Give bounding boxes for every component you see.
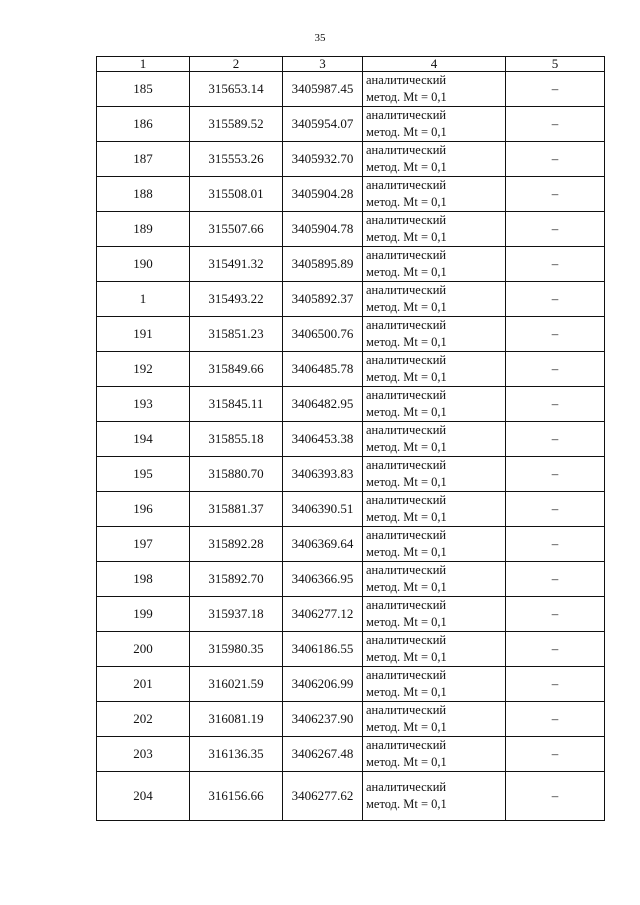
method-line-2: метод. Mt = 0,1 (366, 160, 447, 174)
point-number-cell: 194 (97, 422, 190, 457)
x-coordinate-cell: 316156.66 (190, 772, 283, 821)
x-coordinate-cell: 315892.70 (190, 562, 283, 597)
method-line-1: аналитический (366, 213, 447, 227)
table-row (97, 562, 605, 597)
point-number-cell: 195 (97, 457, 190, 492)
point-number-cell: 192 (97, 352, 190, 387)
y-coordinate-cell: 3406453.38 (283, 422, 363, 457)
notes-cell: – (506, 597, 605, 632)
x-coordinate-cell: 315508.01 (190, 177, 283, 212)
point-number-cell: 201 (97, 667, 190, 702)
y-coordinate-cell: 3405892.37 (283, 282, 363, 317)
x-coordinate-cell: 316136.35 (190, 737, 283, 772)
y-coordinate-cell: 3406206.99 (283, 667, 363, 702)
x-coordinate-cell: 315507.66 (190, 212, 283, 247)
table-row (97, 72, 605, 107)
x-coordinate-cell: 315589.52 (190, 107, 283, 142)
y-coordinate-cell: 3406500.76 (283, 317, 363, 352)
notes-cell: – (506, 667, 605, 702)
table-row (97, 737, 605, 772)
notes-cell: – (506, 72, 605, 107)
method-cell (363, 387, 506, 422)
table-row (97, 107, 605, 142)
method-line-2: метод. Mt = 0,1 (366, 195, 447, 209)
point-number-cell: 186 (97, 107, 190, 142)
method-cell (363, 422, 506, 457)
method-cell (363, 632, 506, 667)
header-col-1: 1 (97, 57, 190, 72)
point-number-cell: 193 (97, 387, 190, 422)
point-number-cell: 1 (97, 282, 190, 317)
table-row (97, 247, 605, 282)
notes-cell: – (506, 527, 605, 562)
x-coordinate-cell: 315553.26 (190, 142, 283, 177)
method-line-1: аналитический (366, 668, 447, 682)
method-line-1: аналитический (366, 388, 447, 402)
method-line-1: аналитический (366, 563, 447, 577)
table-row (97, 422, 605, 457)
y-coordinate-cell: 3406237.90 (283, 702, 363, 737)
method-cell (363, 107, 506, 142)
y-coordinate-cell: 3405932.70 (283, 142, 363, 177)
method-cell (363, 772, 506, 821)
x-coordinate-cell: 315845.11 (190, 387, 283, 422)
method-cell (363, 212, 506, 247)
method-line-2: метод. Mt = 0,1 (366, 440, 447, 454)
notes-cell: – (506, 177, 605, 212)
header-row (97, 57, 605, 72)
table-row (97, 667, 605, 702)
method-cell (363, 527, 506, 562)
notes-cell: – (506, 212, 605, 247)
header-col-5: 5 (506, 57, 605, 72)
point-number-cell: 200 (97, 632, 190, 667)
point-number-cell: 202 (97, 702, 190, 737)
method-line-1: аналитический (366, 598, 447, 612)
notes-cell: – (506, 562, 605, 597)
table-row (97, 702, 605, 737)
point-number-cell: 189 (97, 212, 190, 247)
table-row (97, 597, 605, 632)
method-line-2: метод. Mt = 0,1 (366, 125, 447, 139)
method-cell (363, 457, 506, 492)
x-coordinate-cell: 315491.32 (190, 247, 283, 282)
method-cell (363, 702, 506, 737)
method-line-2: метод. Mt = 0,1 (366, 300, 447, 314)
method-cell (363, 142, 506, 177)
method-line-1: аналитический (366, 318, 447, 332)
header-col-3: 3 (283, 57, 363, 72)
method-cell (363, 737, 506, 772)
method-line-1: аналитический (366, 73, 447, 87)
x-coordinate-cell: 316081.19 (190, 702, 283, 737)
point-number-cell: 196 (97, 492, 190, 527)
table-row (97, 212, 605, 247)
point-number-cell: 188 (97, 177, 190, 212)
x-coordinate-cell: 315855.18 (190, 422, 283, 457)
x-coordinate-cell: 315937.18 (190, 597, 283, 632)
table-row (97, 317, 605, 352)
method-line-1: аналитический (366, 143, 447, 157)
table-row (97, 492, 605, 527)
method-cell (363, 352, 506, 387)
method-cell (363, 562, 506, 597)
y-coordinate-cell: 3406369.64 (283, 527, 363, 562)
method-line-2: метод. Mt = 0,1 (366, 545, 447, 559)
method-line-1: аналитический (366, 248, 447, 262)
method-cell (363, 492, 506, 527)
x-coordinate-cell: 315881.37 (190, 492, 283, 527)
table-row (97, 772, 605, 821)
method-line-2: метод. Mt = 0,1 (366, 580, 447, 594)
y-coordinate-cell: 3405904.78 (283, 212, 363, 247)
method-line-2: метод. Mt = 0,1 (366, 230, 447, 244)
notes-cell: – (506, 737, 605, 772)
point-number-cell: 204 (97, 772, 190, 821)
notes-cell: – (506, 282, 605, 317)
notes-cell: – (506, 702, 605, 737)
point-number-cell: 197 (97, 527, 190, 562)
y-coordinate-cell: 3405954.07 (283, 107, 363, 142)
method-line-2: метод. Mt = 0,1 (366, 615, 447, 629)
method-line-2: метод. Mt = 0,1 (366, 650, 447, 664)
method-cell (363, 282, 506, 317)
y-coordinate-cell: 3406482.95 (283, 387, 363, 422)
y-coordinate-cell: 3406277.62 (283, 772, 363, 821)
y-coordinate-cell: 3405987.45 (283, 72, 363, 107)
table-row (97, 527, 605, 562)
method-line-1: аналитический (366, 108, 447, 122)
method-cell (363, 667, 506, 702)
header-col-4: 4 (363, 57, 506, 72)
method-line-1: аналитический (366, 780, 447, 794)
point-number-cell: 187 (97, 142, 190, 177)
method-line-2: метод. Mt = 0,1 (366, 797, 447, 811)
y-coordinate-cell: 3406393.83 (283, 457, 363, 492)
notes-cell: – (506, 317, 605, 352)
y-coordinate-cell: 3405904.28 (283, 177, 363, 212)
method-line-1: аналитический (366, 458, 447, 472)
page-number: 35 (314, 32, 326, 44)
table-row (97, 142, 605, 177)
notes-cell: – (506, 772, 605, 821)
header-col-2: 2 (190, 57, 283, 72)
x-coordinate-cell: 315980.35 (190, 632, 283, 667)
notes-cell: – (506, 352, 605, 387)
point-number-cell: 191 (97, 317, 190, 352)
method-line-2: метод. Mt = 0,1 (366, 265, 447, 279)
x-coordinate-cell: 315653.14 (190, 72, 283, 107)
method-line-2: метод. Mt = 0,1 (366, 685, 447, 699)
notes-cell: – (506, 247, 605, 282)
method-line-1: аналитический (366, 493, 447, 507)
method-line-1: аналитический (366, 528, 447, 542)
table-row (97, 457, 605, 492)
method-line-2: метод. Mt = 0,1 (366, 90, 447, 104)
method-cell (363, 597, 506, 632)
table-body (97, 72, 605, 821)
method-line-1: аналитический (366, 423, 447, 437)
y-coordinate-cell: 3406390.51 (283, 492, 363, 527)
notes-cell: – (506, 107, 605, 142)
method-line-1: аналитический (366, 738, 447, 752)
method-line-1: аналитический (366, 633, 447, 647)
notes-cell: – (506, 632, 605, 667)
y-coordinate-cell: 3406485.78 (283, 352, 363, 387)
y-coordinate-cell: 3406277.12 (283, 597, 363, 632)
method-line-2: метод. Mt = 0,1 (366, 720, 447, 734)
point-number-cell: 203 (97, 737, 190, 772)
method-line-2: метод. Mt = 0,1 (366, 370, 447, 384)
table-row (97, 177, 605, 212)
method-cell (363, 72, 506, 107)
notes-cell: – (506, 457, 605, 492)
method-line-2: метод. Mt = 0,1 (366, 475, 447, 489)
method-cell (363, 247, 506, 282)
method-line-1: аналитический (366, 178, 447, 192)
x-coordinate-cell: 315880.70 (190, 457, 283, 492)
y-coordinate-cell: 3405895.89 (283, 247, 363, 282)
x-coordinate-cell: 315493.22 (190, 282, 283, 317)
method-line-2: метод. Mt = 0,1 (366, 335, 447, 349)
method-cell (363, 317, 506, 352)
table-row (97, 282, 605, 317)
method-cell (363, 177, 506, 212)
point-number-cell: 199 (97, 597, 190, 632)
method-line-2: метод. Mt = 0,1 (366, 510, 447, 524)
y-coordinate-cell: 3406186.55 (283, 632, 363, 667)
notes-cell: – (506, 387, 605, 422)
method-line-1: аналитический (366, 703, 447, 717)
point-number-cell: 198 (97, 562, 190, 597)
method-line-1: аналитический (366, 283, 447, 297)
point-number-cell: 190 (97, 247, 190, 282)
y-coordinate-cell: 3406267.48 (283, 737, 363, 772)
method-line-2: метод. Mt = 0,1 (366, 405, 447, 419)
x-coordinate-cell: 315849.66 (190, 352, 283, 387)
table-row (97, 352, 605, 387)
notes-cell: – (506, 422, 605, 457)
x-coordinate-cell: 315851.23 (190, 317, 283, 352)
table-row (97, 387, 605, 422)
y-coordinate-cell: 3406366.95 (283, 562, 363, 597)
notes-cell: – (506, 492, 605, 527)
x-coordinate-cell: 316021.59 (190, 667, 283, 702)
coordinates-table (96, 56, 605, 821)
method-line-1: аналитический (366, 353, 447, 367)
notes-cell: – (506, 142, 605, 177)
table-row (97, 632, 605, 667)
point-number-cell: 185 (97, 72, 190, 107)
x-coordinate-cell: 315892.28 (190, 527, 283, 562)
method-line-2: метод. Mt = 0,1 (366, 755, 447, 769)
